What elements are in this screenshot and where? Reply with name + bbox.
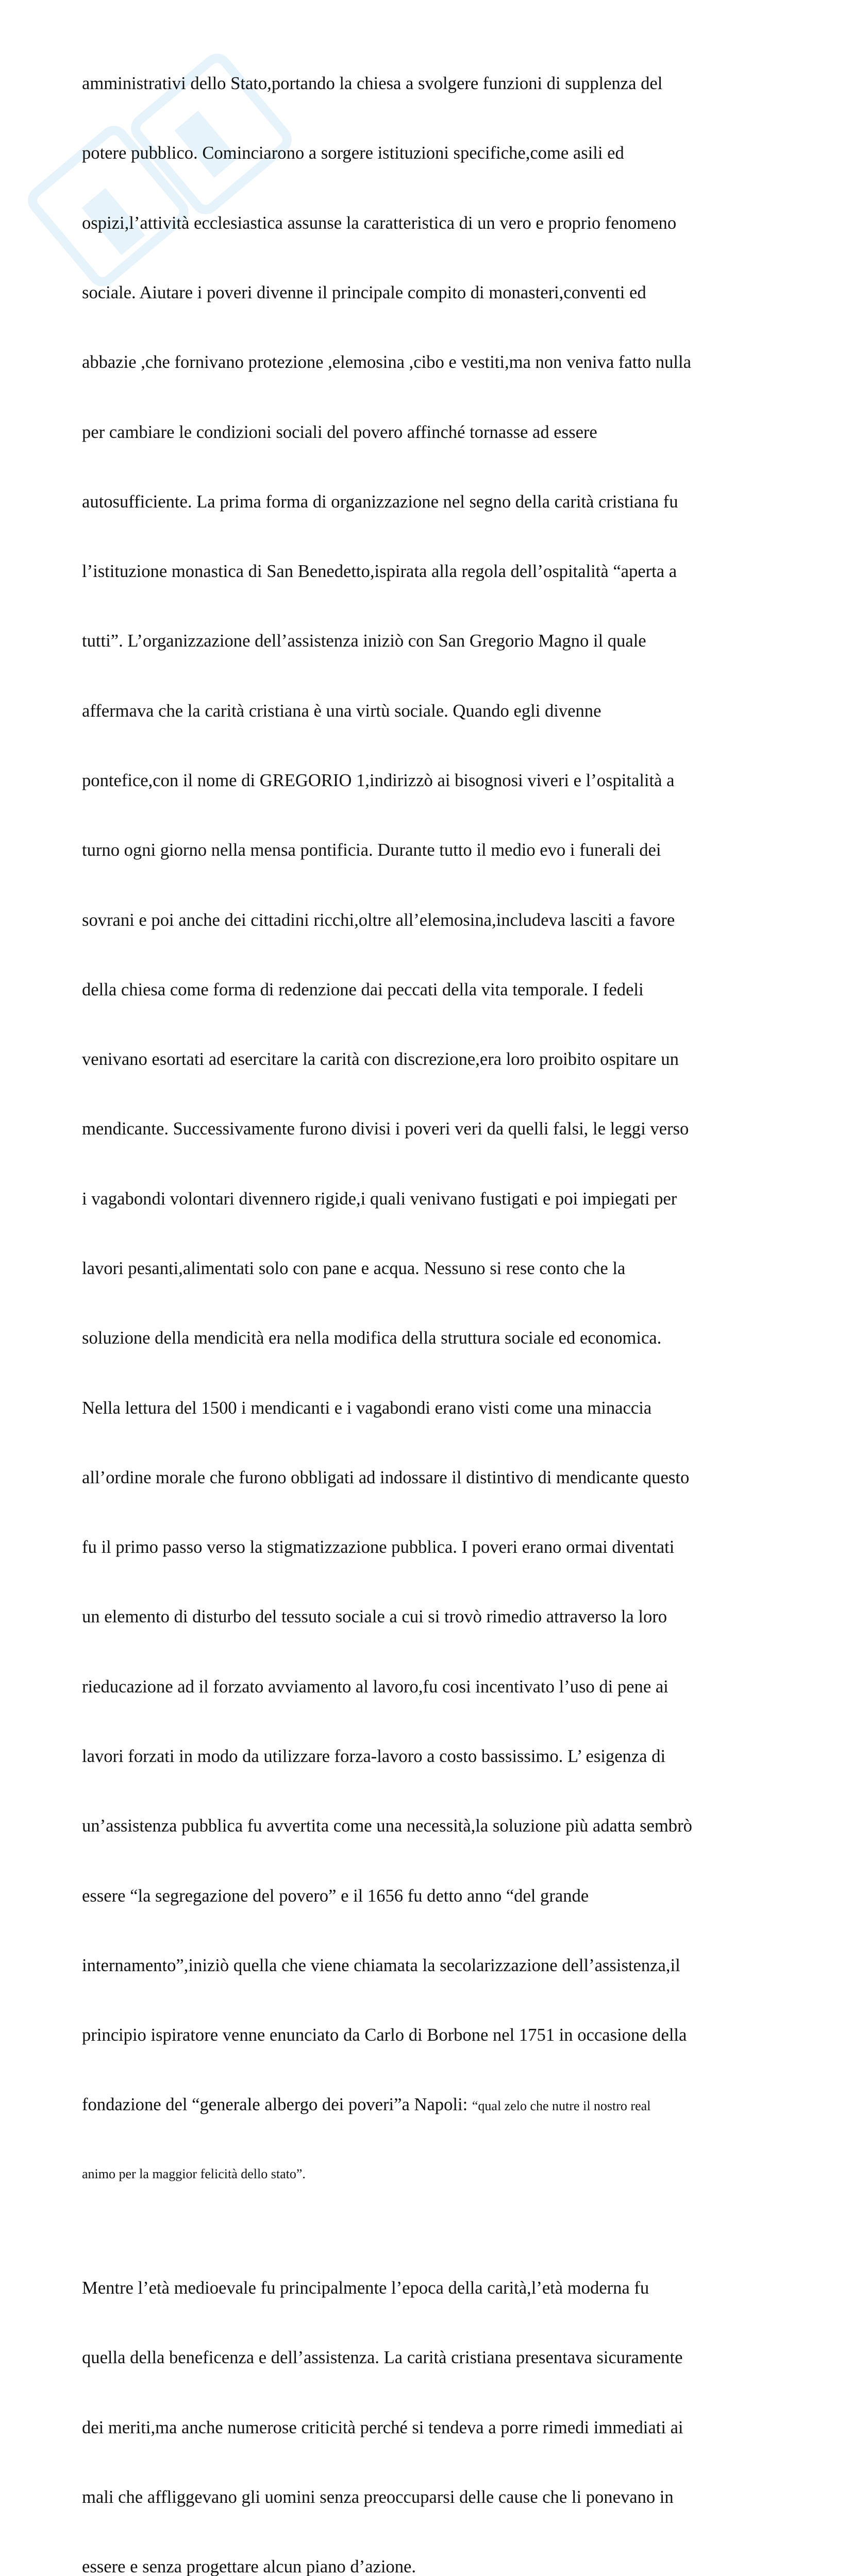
- text-line: soluzione della mendicità era nella modifica della struttura sociale ed economica.: [82, 1328, 662, 1348]
- text-line: venivano esortati ad esercitare la carità con discrezione,era loro proibito ospitare un: [82, 1049, 679, 1070]
- text-line: rieducazione ad il forzato avviamento al lavoro,fu cosi incentivato l’uso di pene ai: [82, 1676, 669, 1697]
- text-line: i vagabondi volontari divennero rigide,i quali venivano fustigati e poi impiegati per: [82, 1189, 677, 1209]
- text-line: sovrani e poi anche dei cittadini ricchi,oltre all’elemosina,includeva lasciti a favore: [82, 910, 675, 930]
- text-line: mali che affliggevano gli uomini senza preoccuparsi delle cause che li ponevano in: [82, 2487, 674, 2507]
- text-line: internamento”,iniziò quella che viene chiamata la secolarizzazione dell’assistenza,il: [82, 1955, 680, 1975]
- text-line: potere pubblico. Cominciarono a sorgere istituzioni specifiche,come asili ed: [82, 143, 624, 163]
- text-line: essere “la segregazione del povero” e il 1656 fu detto anno “del grande: [82, 1886, 589, 1906]
- text-line: abbazie ,che fornivano protezione ,elemosina ,cibo e vestiti,ma non veniva fatto nulla: [82, 352, 691, 372]
- document-body: [82, 26, 783, 2576]
- text-line: Nella lettura del 1500 i mendicanti e i vagabondi erano visti come una minaccia: [82, 1398, 652, 1418]
- text-line: un elemento di disturbo del tessuto sociale a cui si trovò rimedio attraverso la loro: [82, 1607, 667, 1627]
- text-line: mendicante. Successivamente furono divisi i poveri veri da quelli falsi, le leggi verso: [82, 1119, 689, 1139]
- text-line-quote-end: animo per la maggior felicità dello stato”.: [82, 2166, 306, 2181]
- text-line-quote: [82, 2093, 783, 2117]
- text-line: della chiesa come forma di redenzione dai peccati della vita temporale. I fedeli: [82, 979, 644, 999]
- text-line: principio ispiratore venne enunciato da Carlo di Borbone nel 1751 in occasione della: [82, 2025, 687, 2045]
- text-line: lavori pesanti,alimentati solo con pane e acqua. Nessuno si rese conto che la: [82, 1258, 626, 1278]
- text-line: lavori forzati in modo da utilizzare forza-lavoro a costo bassissimo. L’ esigenza di: [82, 1746, 666, 1766]
- text-line: all’ordine morale che furono obbligati ad indossare il distintivo di mendicante questo: [82, 1467, 690, 1487]
- text-line: quella della beneficenza e dell’assistenza. La carità cristiana presentava sicuramente: [82, 2348, 683, 2368]
- text-line: tutti”. L’organizzazione dell’assistenza iniziò con San Gregorio Magno il quale: [82, 631, 646, 651]
- text-line: autosufficiente. La prima forma di organizzazione nel segno della carità cristiana fu: [82, 492, 678, 512]
- text-line: amministrativi dello Stato,portando la chiesa a svolgere funzioni di supplenza del: [82, 74, 663, 94]
- text-line: sociale. Aiutare i poveri divenne il principale compito di monasteri,conventi ed: [82, 283, 646, 303]
- paragraph-charity-history: [82, 26, 783, 2230]
- quote-prefix: fondazione del “generale albergo dei poveri”a Napoli:: [82, 2095, 472, 2115]
- text-line: turno ogni giorno nella mensa pontificia. Durante tutto il medio evo i funerali dei: [82, 840, 661, 860]
- text-line: un’assistenza pubblica fu avvertita come una necessità,la soluzione più adatta sembrò: [82, 1816, 692, 1836]
- text-line: l’istituzione monastica di San Benedetto,ispirata alla regola dell’ospitalità “aperta a: [82, 562, 677, 582]
- text-line: essere e senza progettare alcun piano d’azione.: [82, 2557, 416, 2576]
- quote-small-text: “qual zelo che nutre il nostro real: [472, 2098, 651, 2114]
- text-line: pontefice,con il nome di GREGORIO 1,indirizzò ai bisognosi viveri e l’ospitalità a: [82, 771, 675, 790]
- text-line: affermava che la carità cristiana è una virtù sociale. Quando egli divenne: [82, 701, 602, 721]
- text-line: dei meriti,ma anche numerose criticità perché si tendeva a porre rimedi immediati ai: [82, 2417, 683, 2437]
- text-line: ospizi,l’attività ecclesiastica assunse la caratteristica di un vero e proprio fenomeno: [82, 213, 677, 233]
- text-line: fu il primo passo verso la stigmatizzazione pubblica. I poveri erano ormai diventati: [82, 1537, 675, 1557]
- paragraph-modern-age: [82, 2230, 783, 2576]
- text-line: Mentre l’età medioevale fu principalmente l’epoca della carità,l’età moderna fu: [82, 2278, 649, 2298]
- text-line: per cambiare le condizioni sociali del povero affinché tornasse ad essere: [82, 422, 597, 442]
